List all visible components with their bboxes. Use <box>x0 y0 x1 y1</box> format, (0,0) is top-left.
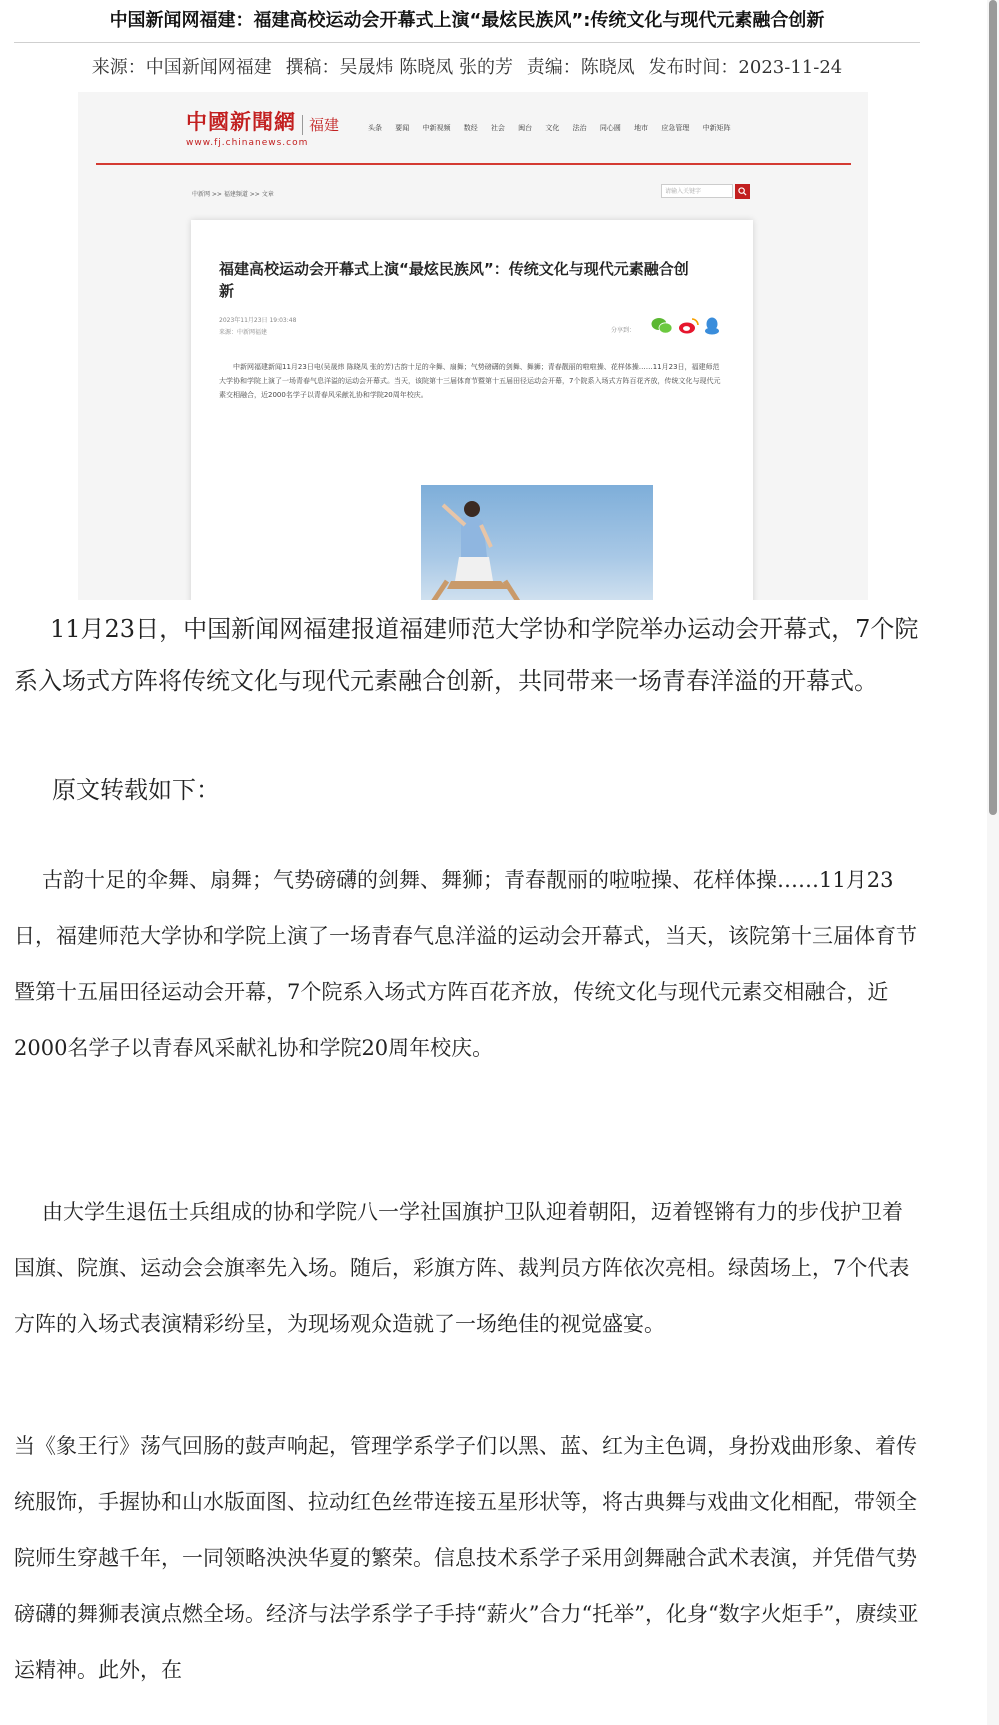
meta-date: 发布时间：2023-11-24 <box>648 57 843 78</box>
logo-text: 中國新聞網 <box>186 109 296 134</box>
logo-divider <box>302 115 303 135</box>
scrollbar[interactable] <box>987 0 999 1725</box>
chinanews-logo <box>186 106 339 148</box>
scrollbar-thumb[interactable] <box>989 0 997 815</box>
qq-icon <box>703 316 721 336</box>
shot-search-input: 请输入关键字 <box>661 184 733 198</box>
meta-editor: 责编：陈晓凤 <box>526 57 635 78</box>
paragraph-text: 当《象王行》荡气回肠的鼓声响起，管理学系学子们以黑、蓝、红为主色调，身扮戏曲形象、着传统服饰，手握协和山水版面图、拉动红色丝带连接五星形状等，将古典舞与戏曲文化相配，带领全院师生穿越千年，一同领略泱泱华夏的繁荣。信息技术系学子采用剑舞融合武术表演，并凭借气势磅礴的舞狮表演点燃全场。经济与法学系学子手持“薪火”合力“托举”，化身“数字火炬手”，赓续亚运精神。此外，在 <box>14 1434 919 1682</box>
card-date: 2023年11月23日 19:03:48 <box>219 317 297 324</box>
nav-item: 闽台 <box>518 124 533 132</box>
article-photo <box>421 485 653 600</box>
source-screenshot <box>78 92 868 600</box>
paragraph-text: 古韵十足的伞舞、扇舞；气势磅礴的剑舞、舞狮；青春靓丽的啦啦操、花样体操……11月23日，福建师范大学协和学院上演了一场青春气息洋溢的运动会开幕式，当天，该院第十三届体育节暨第十五届田径运动会开幕，7个院系入场式方阵百花齐放，传统文化与现代元素交相融合，近2000名学子以青春风采献礼协和学院20周年校庆。 <box>14 868 917 1060</box>
nav-item: 要闻 <box>395 124 410 132</box>
search-icon <box>738 187 747 196</box>
shot-nav <box>368 123 742 133</box>
nav-item: 头条 <box>368 124 382 132</box>
logo-region: 福建 <box>309 116 340 134</box>
paragraph-text: 由大学生退伍士兵组成的协和学院八一学社国旗护卫队迎着朝阳，迈着铿锵有力的步伐护卫着国旗、院旗、运动会会旗率先入场。随后，彩旗方阵、裁判员方阵依次亮相。绿茵场上，7个代表方阵的入场式表演精彩纷呈，为现场观众造就了一场绝佳的视觉盛宴。 <box>14 1200 910 1336</box>
repost-heading: 原文转载如下： <box>52 776 220 804</box>
nav-item: 同心圆 <box>599 124 621 132</box>
nav-item: 中新矩阵 <box>702 124 731 132</box>
performer-photo-icon <box>421 485 653 600</box>
nav-item: 地市 <box>634 124 649 132</box>
article-meta <box>14 53 920 79</box>
title-divider <box>14 42 920 43</box>
card-title: 福建高校运动会开幕式上演“最炫民族风”：传统文化与现代元素融合创新 <box>219 260 689 300</box>
nav-item: 应急管理 <box>661 124 690 132</box>
logo-url: www.fj.chinanews.com <box>186 138 309 148</box>
weibo-icon <box>678 317 700 335</box>
wechat-icon <box>651 317 673 335</box>
nav-red-rule <box>96 163 851 165</box>
lead-paragraph <box>14 603 920 707</box>
nav-item: 文化 <box>545 124 560 132</box>
card-body: 中新网福建新闻11月23日电(吴晟炜 陈晓凤 张的芳)古韵十足的伞舞、扇舞；气势磅礴的剑舞、舞狮；青春靓丽的啦啦操、花样体操……11月23日，福建师范大学协和学院上演了一场青春气息洋溢的运动会开幕式。当天，该院第十三届体育节暨第十五届田径运动会开幕，7个院系入场式方阵百花齐放，传统文化与现代元素交相融合，近2000名学子以青春风采献礼协和学院20周年校庆。 <box>219 363 721 399</box>
nav-item: 社会 <box>490 124 505 132</box>
meta-source: 来源：中国新闻网福建 <box>91 57 272 78</box>
nav-item: 法治 <box>572 124 587 132</box>
nav-item: 数经 <box>463 124 478 132</box>
page-title: 中国新闻网福建：福建高校运动会开幕式上演“最炫民族风”:传统文化与现代元素融合创新 <box>109 10 825 31</box>
meta-authors: 撰稿：吴晟炜 陈晓凤 张的芳 <box>285 57 513 78</box>
card-source: 来源：中新网福建 <box>219 329 268 336</box>
nav-item: 中新视频 <box>422 124 451 132</box>
share-label: 分享到： <box>611 327 636 334</box>
paragraph-2 <box>14 1184 920 1352</box>
shot-breadcrumb: 中新网 >> 福建频道 >> 文章 <box>192 191 274 198</box>
shot-search-button <box>735 184 750 199</box>
lead-text: 11月23日，中国新闻网福建报道福建师范大学协和学院举办运动会开幕式，7个院系入场式方阵将传统文化与现代元素融合创新，共同带来一场青春洋溢的开幕式。 <box>14 615 919 695</box>
shot-article-card <box>191 220 753 600</box>
paragraph-3 <box>14 1418 920 1698</box>
paragraph-1 <box>14 852 920 1076</box>
